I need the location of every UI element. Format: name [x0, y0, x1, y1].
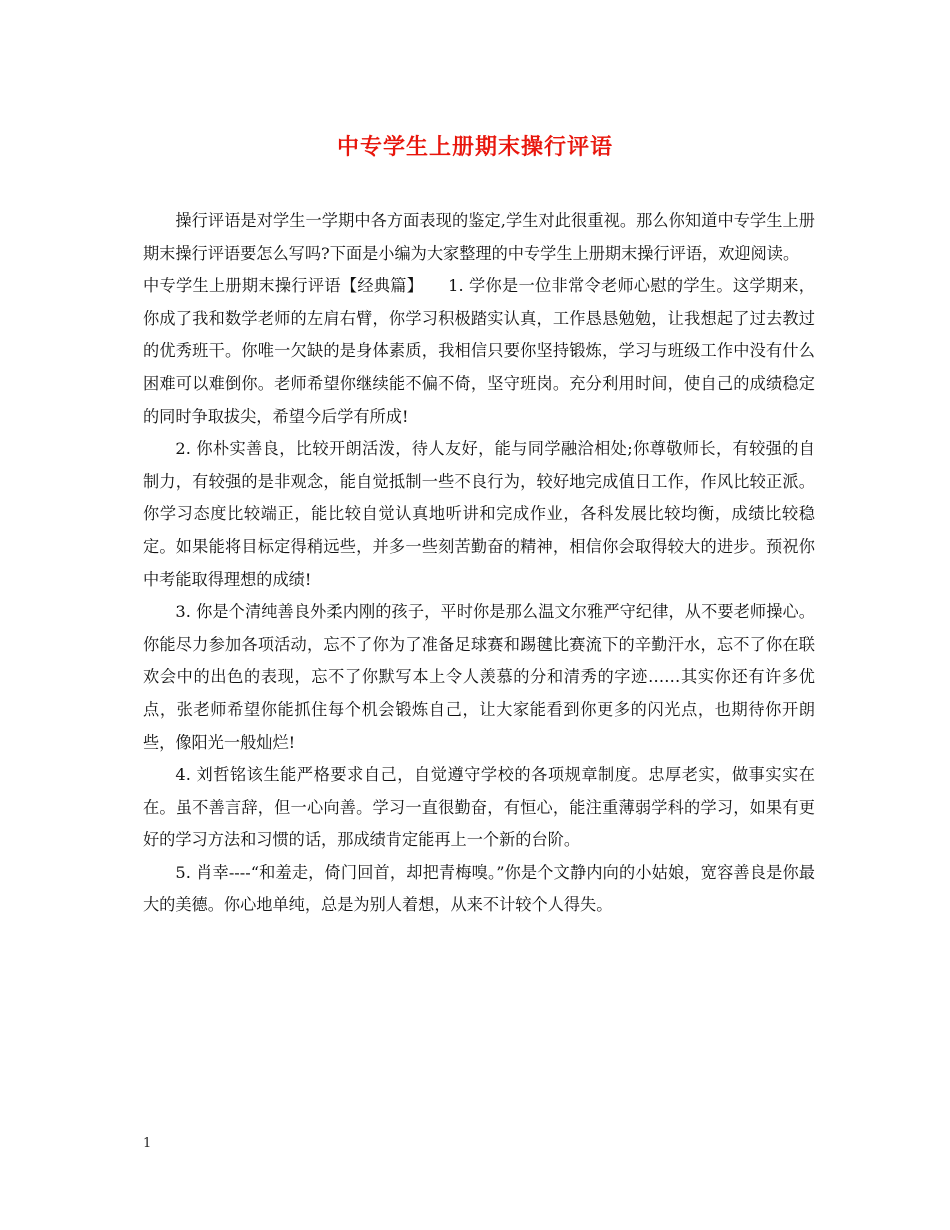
comment-paragraph-2: 2. 你朴实善良，比较开朗活泼，待人友好，能与同学融洽相处;你尊敬师长，有较强的自制力，有较强的是非观念，能自觉抵制一些不良行为，较好地完成值日工作，作风比较正派。你学习态度比较端正，能比较自觉认真地听讲和完成作业，各科发展比较均衡，成绩比较稳定。如果能将目标定得稍远些，并多一些刻苦勤奋的精神，相信你会取得较大的进步。预祝你中考能取得理想的成绩! — [143, 439, 815, 589]
document-title: 中专学生上册期末操行评语 — [336, 135, 613, 160]
page-number: 1 — [143, 1136, 152, 1151]
document-body — [143, 205, 815, 922]
comment-paragraph-5: 5. 肖幸----“和羞走，倚门回首，却把青梅嗅。”你是个文静内向的小姑娘，宽容善良是你最大的美德。你心地单纯，总是为别人着想，从来不计较个人得失。 — [143, 862, 815, 915]
comment-paragraph-4: 4. 刘哲铭该生能严格要求自己，自觉遵守学校的各项规章制度。忠厚老实，做事实实在在。虽不善言辞，但一心向善。学习一直很勤奋，有恒心，能注重薄弱学科的学习，如果有更好的学习方法和习惯的话，那成绩肯定能再上一个新的台阶。 — [143, 765, 815, 850]
comment-paragraph-3: 3. 你是个清纯善良外柔内刚的孩子，平时你是那么温文尔雅严守纪律，从不要老师操心。你能尽力参加各项活动，忘不了你为了准备足球赛和踢毽比赛流下的辛勤汗水，忘不了你在联欢会中的出色的表现，忘不了你默写本上令人羡慕的分和清秀的字迹……其实你还有许多优点，张老师希望你能抓住每个机会锻炼自己，让大家能看到你更多的闪光点，也期待你开朗些，像阳光一般灿烂! — [143, 602, 815, 752]
classic-section-paragraph: 中专学生上册期末操行评语【经典篇】 1. 学你是一位非常令老师心慰的学生。这学期来，你成了我和数学老师的左肩右臂，你学习积极踏实认真，工作恳恳勉勉，让我想起了过去教过的优秀班干。你唯一欠缺的是身体素质，我相信只要你坚持锻炼，学习与班级工作中没有什么困难可以难倒你。老师希望你继续能不偏不倚，坚守班岗。充分利用时间，使自己的成绩稳定的同时争取拔尖，希望今后学有所成! — [143, 276, 815, 426]
intro-paragraph: 操行评语是对学生一学期中各方面表现的鉴定,学生对此很重视。那么你知道中专学生上册期末操行评语要怎么写吗?下面是小编为大家整理的中专学生上册期末操行评语，欢迎阅读。 — [143, 211, 815, 263]
